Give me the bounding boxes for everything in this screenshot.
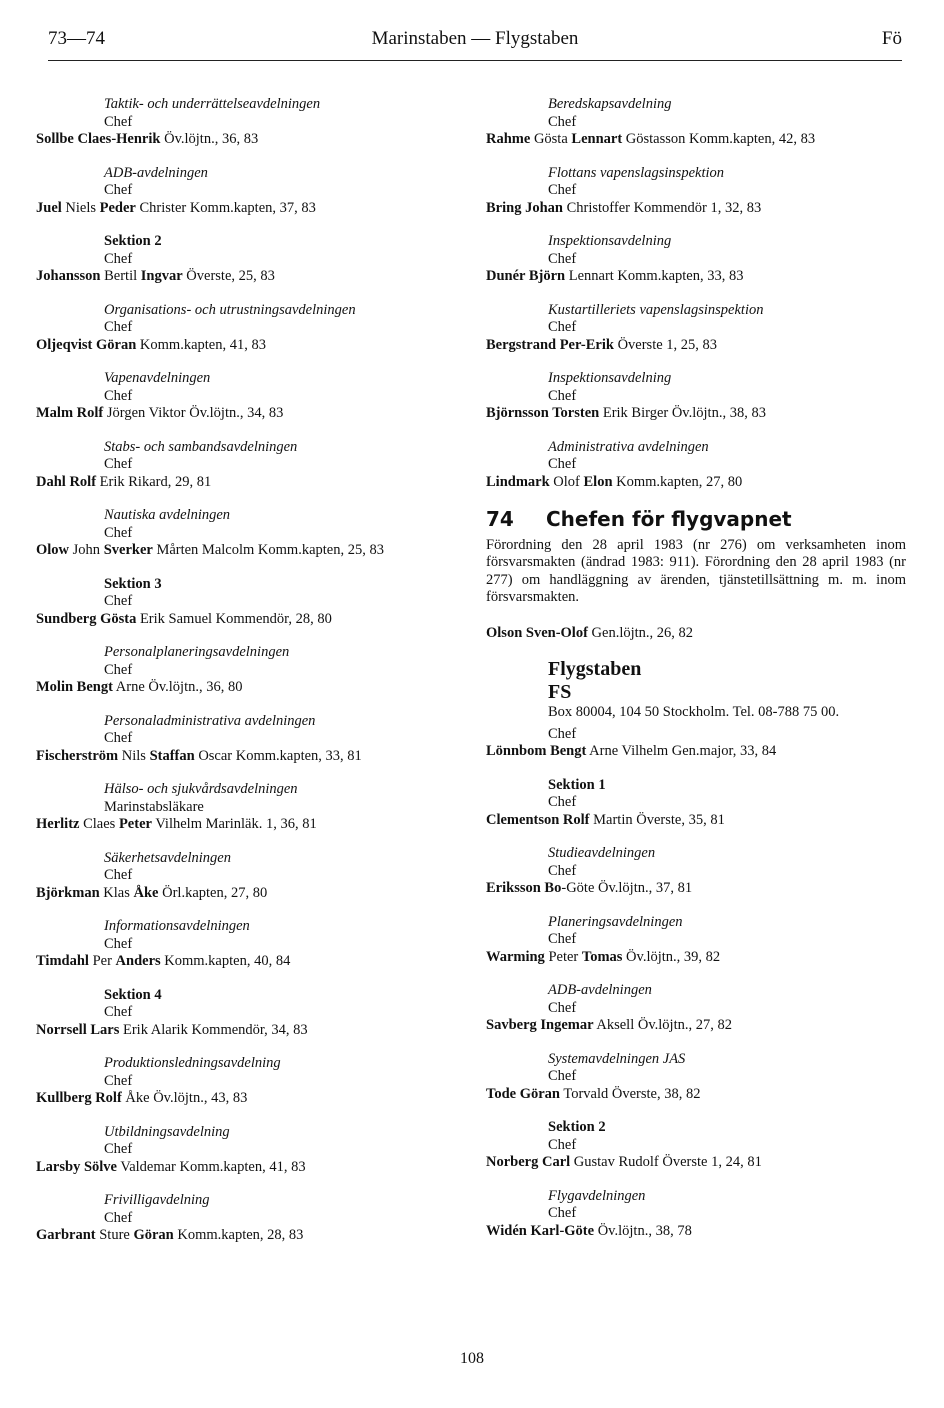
role-label: Chef — [548, 862, 577, 879]
person-surname: Juel — [36, 199, 62, 216]
person-surname: Malm Rolf — [36, 405, 104, 421]
person-surname: Widén Karl-Göte — [486, 1222, 595, 1239]
person-line — [36, 1022, 446, 1040]
flygstaben-chief — [486, 726, 906, 761]
person-line — [486, 812, 906, 830]
role-label: Chef — [548, 999, 577, 1016]
role-label: Chef — [104, 1209, 133, 1226]
person-given-names: Niels — [61, 199, 100, 216]
person-details: Arne Vilhelm Gen.major, 33, 84 — [586, 743, 777, 759]
directory-entry — [36, 850, 446, 903]
person-calling-name: Peder — [99, 199, 136, 216]
person-details: Christoffer Kommendör 1, 32, 83 — [562, 199, 762, 216]
section-name: Sektion 1 — [548, 776, 606, 793]
department-name: Inspektionsavdelning — [548, 370, 672, 386]
person-calling-name: Peter — [118, 816, 152, 832]
person-line — [36, 337, 446, 355]
person-details: Örl.kapten, 27, 80 — [158, 884, 268, 901]
department-name: Vapenavdelningen — [104, 370, 211, 386]
person-details: Jörgen Viktor Öv.löjtn., 34, 83 — [103, 405, 284, 421]
person-details: Komm.kapten, 40, 84 — [160, 953, 291, 969]
department-name: Studieavdelningen — [548, 845, 656, 861]
role-label: Chef — [104, 1072, 133, 1089]
section-74-heading — [486, 507, 906, 531]
directory-entry — [36, 507, 446, 560]
person-given-names: Nils — [118, 747, 150, 764]
directory-entry — [36, 1055, 446, 1108]
person-surname: Garbrant — [36, 1227, 96, 1243]
person-surname: Kullberg Rolf — [36, 1090, 122, 1106]
person-given-names: Sture — [95, 1227, 134, 1243]
person-details: Martin Överste, 35, 81 — [589, 811, 725, 828]
role-label: Chef — [104, 113, 133, 130]
section-74-paragraph: Förordning den 28 april 1983 (nr 276) om verksamheten inom försvarsmakten (ändrad 1983: 911). Förordning den 28 april 1983 (nr 277) om handläggning av ärenden, tjänstetillsättning m. m. inom försvarsmakten. — [486, 536, 906, 605]
person-surname: Sundberg Gösta — [36, 610, 137, 627]
role-label: Chef — [548, 456, 577, 472]
role-label: Chef — [104, 1004, 133, 1020]
role-label: Chef — [548, 931, 577, 947]
directory-entry — [486, 845, 906, 898]
person-line — [486, 200, 906, 218]
department-name: Stabs- och sambandsavdelningen — [104, 438, 298, 455]
department-name: Frivilligavdelning — [104, 1192, 210, 1208]
person-line — [36, 542, 446, 560]
person-calling-name: Ingvar — [140, 268, 183, 284]
person-details: Öv.löjtn., 36, 83 — [160, 131, 259, 147]
flygstaben-address: Box 80004, 104 50 Stockholm. Tel. 08-788 75 00. — [548, 704, 840, 720]
person-details: Mårten Malcolm Komm.kapten, 25, 83 — [152, 542, 384, 558]
left-column — [36, 96, 446, 1261]
person-line — [36, 748, 446, 766]
person-line — [36, 268, 446, 286]
person-line — [486, 880, 906, 898]
person-line — [486, 1154, 906, 1172]
person-surname: Norberg Carl — [486, 1154, 571, 1170]
department-name: Administrativa avdelningen — [548, 438, 709, 455]
department-name: Inspektionsavdelning — [548, 233, 672, 249]
person-calling-name: Elon — [583, 473, 613, 490]
department-name: Organisations- och utrustningsavdelningen — [104, 301, 356, 318]
person-line — [36, 405, 446, 423]
directory-entry — [486, 233, 906, 286]
person-surname: Fischerström — [36, 747, 119, 764]
person-surname: Warming — [486, 948, 545, 965]
directory-entry — [486, 1119, 906, 1172]
role-label: Chef — [104, 319, 133, 335]
department-name: ADB-avdelningen — [548, 982, 652, 998]
directory-entry — [36, 370, 446, 423]
person-calling-name: Tomas — [581, 948, 623, 965]
directory-entry — [486, 370, 906, 423]
role-label: Chef — [548, 1068, 577, 1084]
role-label: Chef — [548, 182, 577, 198]
department-name: Personaladministrativa avdelningen — [104, 712, 316, 729]
person-line — [36, 953, 446, 971]
person-calling-name: Åke — [133, 884, 159, 901]
person-surname: Bring Johan — [486, 199, 563, 216]
role-label: Chef — [104, 730, 133, 746]
directory-entry — [36, 165, 446, 218]
person-line — [486, 474, 906, 492]
section-name: Sektion 4 — [104, 986, 162, 1003]
directory-entry — [36, 439, 446, 492]
directory-entry — [486, 165, 906, 218]
person-surname: Tode Göran — [486, 1085, 560, 1102]
person-details: Erik Alarik Kommendör, 34, 83 — [119, 1021, 308, 1038]
role-label: Chef — [104, 250, 133, 267]
person-surname: Sollbe Claes-Henrik — [36, 131, 161, 147]
person-details: Oscar Komm.kapten, 33, 81 — [194, 747, 362, 764]
person-line — [36, 885, 446, 903]
person-surname: Lindmark — [486, 473, 550, 490]
role-label: Chef — [104, 867, 133, 883]
person-surname: Clementson Rolf — [486, 811, 590, 828]
role-label: Chef — [548, 113, 577, 130]
person-given-names: John — [69, 542, 104, 558]
section-name: Sektion 3 — [104, 575, 162, 592]
right-column-top — [486, 96, 906, 491]
department-name: ADB-avdelningen — [104, 164, 208, 181]
person-surname: Larsby Sölve — [36, 1158, 117, 1175]
directory-entry — [486, 302, 906, 355]
right-column — [486, 96, 906, 1256]
flygstaben-abbr: FS — [548, 681, 572, 703]
person-surname: Dahl Rolf — [36, 473, 97, 490]
section-title: Chefen för flygvapnet — [546, 507, 792, 531]
department-name: Hälso- och sjukvårdsavdelningen — [104, 781, 298, 797]
role-label: Chef — [104, 1141, 133, 1157]
person-details: Torvald Överste, 38, 82 — [560, 1085, 701, 1102]
person-given-names: Bertil — [100, 268, 141, 284]
person-calling-name: Anders — [115, 953, 161, 969]
person-name: Lönnbom Bengt — [486, 743, 587, 759]
person-surname: Dunér Björn — [486, 268, 566, 284]
directory-entry — [36, 96, 446, 149]
role-label: Chef — [548, 1136, 577, 1153]
department-name: Taktik- och underrättelseavdelningen — [104, 96, 321, 112]
header-title: Marinstaben — Flygstaben — [371, 28, 579, 49]
person-details: Aksell Öv.löjtn., 27, 82 — [593, 1017, 732, 1033]
directory-entry — [486, 914, 906, 967]
role-label: Chef — [548, 1205, 577, 1221]
person-surname: Björkman — [36, 884, 100, 901]
person-line — [486, 131, 906, 149]
person-surname: Norrsell Lars — [36, 1021, 120, 1038]
person-line — [36, 1159, 446, 1177]
person-name: Olson Sven-Olof — [486, 624, 588, 641]
department-name: Produktionsledningsavdelning — [104, 1055, 281, 1071]
person-surname: Oljeqvist Göran — [36, 336, 137, 353]
person-surname: Eriksson Bo — [486, 880, 562, 896]
person-details: Christer Komm.kapten, 37, 83 — [135, 199, 316, 216]
person-details: Överste 1, 25, 83 — [613, 336, 718, 353]
person-given-names: Gösta — [530, 131, 572, 147]
directory-entry — [36, 918, 446, 971]
role-label: Chef — [548, 387, 577, 404]
person-line — [486, 405, 906, 423]
department-name: Kustartilleriets vapenslagsinspektion — [548, 301, 764, 318]
person-details: Gustav Rudolf Överste 1, 24, 81 — [570, 1154, 762, 1170]
person-line — [36, 200, 446, 218]
person-surname: Björnsson Torsten — [486, 405, 600, 421]
person-details: Valdemar Komm.kapten, 41, 83 — [116, 1158, 306, 1175]
person-line — [486, 268, 906, 286]
department-name: Utbildningsavdelning — [104, 1123, 230, 1140]
role-label: Marinstabsläkare — [104, 798, 204, 815]
department-name: Planeringsavdelningen — [548, 913, 683, 930]
person-calling-name: Sverker — [103, 542, 153, 558]
department-name: Systemavdelningen JAS — [548, 1050, 686, 1067]
person-line — [486, 1223, 906, 1241]
page-range: 73—74 — [48, 28, 105, 49]
person-line — [36, 474, 446, 492]
person-surname: Rahme — [486, 131, 531, 147]
person-given-names: Claes — [79, 816, 119, 832]
role-label: Chef — [104, 387, 133, 404]
directory-entry — [36, 713, 446, 766]
person-given-names: Per — [88, 953, 116, 969]
person-given-names: Olof — [549, 473, 584, 490]
person-details: Överste, 25, 83 — [182, 268, 275, 284]
department-name: Personalplaneringsavdelningen — [104, 644, 290, 660]
role-label: Chef — [548, 725, 577, 742]
directory-entry — [36, 233, 446, 286]
directory-entry — [486, 96, 906, 149]
directory-entry — [36, 781, 446, 834]
person-surname: Herlitz — [36, 816, 80, 832]
person-details: Erik Rikard, 29, 81 — [96, 473, 212, 490]
person-line — [36, 611, 446, 629]
department-name: Informationsavdelningen — [104, 918, 250, 934]
role-label: Chef — [104, 593, 133, 609]
person-details: Arne Öv.löjtn., 36, 80 — [112, 679, 243, 695]
department-name: Flygavdelningen — [548, 1187, 646, 1204]
person-surname: Bergstrand Per-Erik — [486, 336, 614, 353]
person-line — [36, 679, 446, 697]
role-label: Chef — [104, 661, 133, 678]
person-surname: Johansson — [36, 268, 101, 284]
person-line — [36, 1227, 446, 1245]
person-details: Lennart Komm.kapten, 33, 83 — [565, 268, 744, 284]
right-column-bottom — [486, 777, 906, 1241]
role-label: Chef — [104, 935, 133, 952]
person-details: Öv.löjtn., 38, 78 — [594, 1222, 692, 1239]
person-details: Åke Öv.löjtn., 43, 83 — [121, 1090, 248, 1106]
person-details: Vilhelm Marinläk. 1, 36, 81 — [151, 816, 317, 832]
role-label: Chef — [548, 794, 577, 810]
directory-entry — [486, 439, 906, 492]
person-line — [486, 1017, 906, 1035]
page-number: 108 — [460, 1350, 484, 1367]
person-surname: Molin Bengt — [36, 679, 113, 695]
person-line — [36, 1090, 446, 1108]
person-given-names: Klas — [99, 884, 134, 901]
directory-entry — [486, 1188, 906, 1241]
role-label: Chef — [548, 319, 577, 335]
person-details: Gen.löjtn., 26, 82 — [587, 624, 694, 641]
running-header — [48, 26, 902, 56]
person-details: Komm.kapten, 27, 80 — [612, 473, 743, 490]
directory-entry — [36, 302, 446, 355]
section-number: 74 — [486, 507, 514, 531]
department-name: Flottans vapenslagsinspektion — [548, 164, 724, 181]
directory-entry — [36, 1192, 446, 1245]
role-label: Chef — [548, 250, 577, 267]
directory-entry — [36, 1124, 446, 1177]
person-surname: Timdahl — [36, 953, 89, 969]
flygstaben-name: Flygstaben — [548, 658, 642, 680]
section-name: Sektion 2 — [104, 233, 162, 249]
person-details: Komm.kapten, 41, 83 — [136, 336, 266, 353]
person-line — [486, 337, 906, 355]
header-section-code: Fö — [881, 28, 902, 49]
role-label: Chef — [104, 182, 133, 198]
person-line — [486, 1086, 906, 1104]
directory-entry — [36, 987, 446, 1040]
directory-entry — [486, 777, 906, 830]
person-details: Komm.kapten, 28, 83 — [173, 1227, 304, 1243]
role-label: Chef — [104, 524, 133, 541]
directory-entry — [486, 1051, 906, 1104]
department-name: Nautiska avdelningen — [104, 507, 231, 523]
person-details: Erik Birger Öv.löjtn., 38, 83 — [599, 405, 766, 421]
person-given-names: Peter — [544, 948, 582, 965]
person-details: -Göte Öv.löjtn., 37, 81 — [561, 880, 693, 896]
person-calling-name: Göran — [133, 1227, 174, 1243]
person-surname: Olow — [36, 542, 70, 558]
directory-entry — [36, 644, 446, 697]
person-line — [36, 131, 446, 149]
person-line — [36, 816, 446, 834]
person-details: Göstasson Komm.kapten, 42, 83 — [622, 131, 816, 147]
directory-entry — [36, 576, 446, 629]
department-name: Säkerhetsavdelningen — [104, 849, 231, 866]
section-name: Sektion 2 — [548, 1119, 606, 1135]
person-details: Erik Samuel Kommendör, 28, 80 — [136, 610, 332, 627]
section-74-chief — [486, 625, 906, 643]
person-surname: Savberg Ingemar — [486, 1017, 594, 1033]
role-label: Chef — [104, 456, 133, 472]
department-name: Beredskapsavdelning — [548, 96, 672, 112]
person-line — [486, 949, 906, 967]
person-calling-name: Staffan — [149, 747, 195, 764]
person-details: Öv.löjtn., 39, 82 — [622, 948, 721, 965]
person-calling-name: Lennart — [571, 131, 623, 147]
directory-entry — [486, 982, 906, 1035]
header-rule — [48, 60, 902, 61]
